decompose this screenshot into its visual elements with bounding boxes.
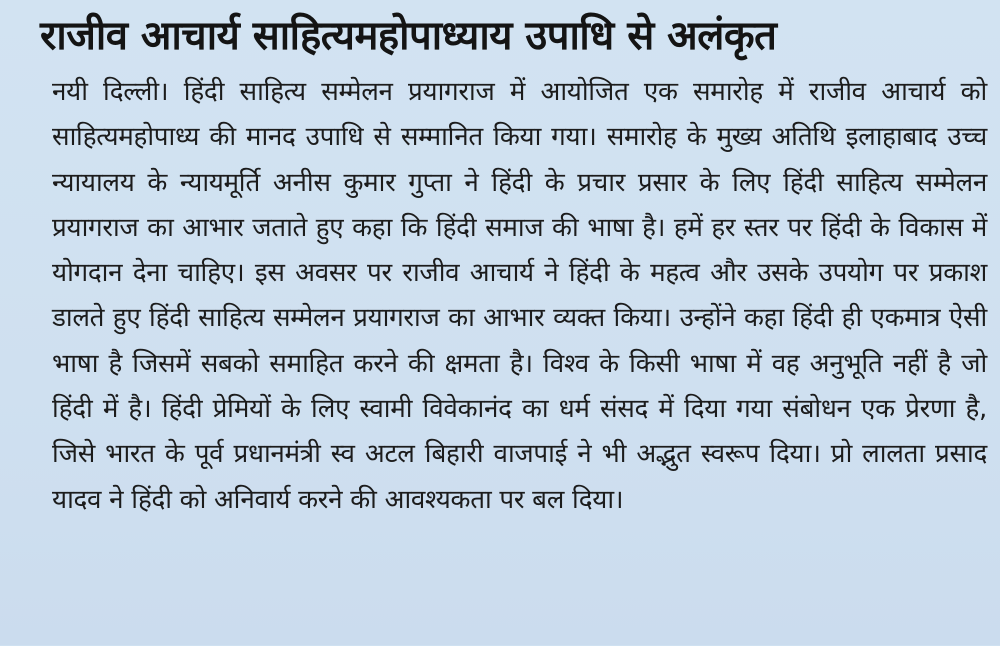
article-headline: राजीव आचार्य साहित्यमहोपाध्याय उपाधि से अलंकृत	[40, 13, 777, 59]
cropped-text-fragment-top	[40, 0, 960, 4]
article-body: नयी दिल्ली। हिंदी साहित्य सम्मेलन प्रयागराज में आयोजित एक समारोह में राजीव आचार्य को साहित्यमहोपाध्य की मानद उपाधि से सम्मानित किया गया। समारोह के मुख्य अतिथि इलाहाबाद उच्च न्यायालय के न्यायमूर्ति अनीस कुमार गुप्ता ने हिंदी के प्रचार प्रसार के लिए हिंदी साहित्य सम्मेलन प्रयागराज का आभार जताते हुए कहा कि हिंदी समाज की भाषा है। हमें हर स्तर पर हिंदी के विकास में योगदान देना चाहिए। इस अवसर पर राजीव आचार्य ने हिंदी के महत्व और उसके उपयोग पर प्रकाश डालते हुए हिंदी साहित्य सम्मेलन प्रयागराज का आभार व्यक्त किया। उन्होंने कहा हिंदी ही एकमात्र ऐसी भाषा है जिसमें सबको समाहित करने की क्षमता है। विश्व के किसी भाषा में वह अनुभूति नहीं है जो हिंदी में है। हिंदी प्रेमियों के लिए स्वामी विवेकानंद का धर्म संसद में दिया गया संबोधन एक प्रेरणा है, जिसे भारत के पूर्व प्रधानमंत्री स्व अटल बिहारी वाजपाई ने भी अद्भुत स्वरूप दिया। प्रो लालता प्रसाद यादव ने हिंदी को अनिवार्य करने की आवश्यकता पर बल दिया।	[52, 77, 987, 515]
cropped-text-fragment-bottom	[80, 632, 980, 646]
